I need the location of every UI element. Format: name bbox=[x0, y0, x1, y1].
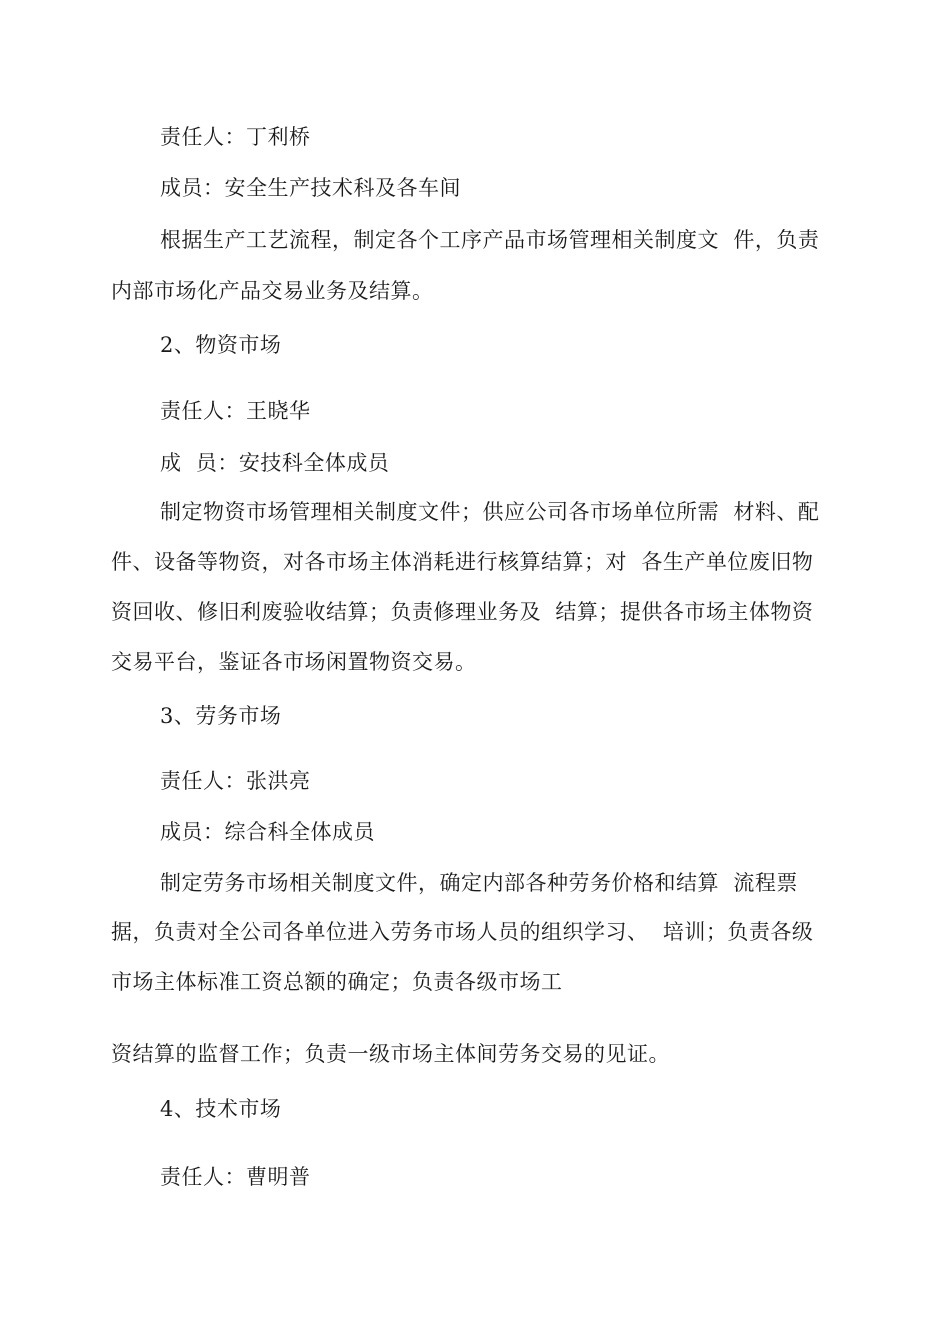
section2-description-line-1: 制定物资市场管理相关制度文件；供应公司各市场单位所需 材料、配 bbox=[160, 500, 820, 524]
section2-heading: 2、物资市场 bbox=[160, 333, 282, 357]
section1-description-line-1: 根据生产工艺流程，制定各个工序产品市场管理相关制度文 件，负责 bbox=[160, 228, 820, 252]
section2-members: 成 员：安技科全体成员 bbox=[160, 451, 390, 475]
section1-members: 成员：安全生产技术科及各车间 bbox=[160, 176, 461, 200]
section3-heading: 3、劳务市场 bbox=[160, 704, 282, 728]
section2-description-line-2: 件、设备等物资，对各市场主体消耗进行核算结算；对 各生产单位废旧物 bbox=[111, 550, 814, 574]
section2-description-line-4: 交易平台，鉴证各市场闲置物资交易。 bbox=[111, 650, 477, 674]
section2-description-line-3: 资回收、修旧利废验收结算；负责修理业务及 结算；提供各市场主体物资 bbox=[111, 600, 814, 624]
section3-members: 成员：综合科全体成员 bbox=[160, 820, 375, 844]
section2-responsible: 责任人：王晓华 bbox=[160, 399, 311, 423]
section4-heading: 4、技术市场 bbox=[160, 1097, 282, 1121]
section4-responsible: 责任人：曹明普 bbox=[160, 1165, 311, 1189]
section1-responsible: 责任人：丁利桥 bbox=[160, 125, 311, 149]
section3-description-line-3: 市场主体标准工资总额的确定；负责各级市场工 bbox=[111, 970, 563, 994]
section3-description-line-1: 制定劳务市场相关制度文件，确定内部各种劳务价格和结算 流程票 bbox=[160, 871, 798, 895]
section3-description-line-4: 资结算的监督工作；负责一级市场主体间劳务交易的见证。 bbox=[111, 1042, 670, 1066]
section3-responsible: 责任人：张洪亮 bbox=[160, 769, 311, 793]
section1-description-line-2: 内部市场化产品交易业务及结算。 bbox=[111, 279, 434, 303]
section3-description-line-2: 据，负责对全公司各单位进入劳务市场人员的组织学习、 培训；负责各级 bbox=[111, 920, 814, 944]
